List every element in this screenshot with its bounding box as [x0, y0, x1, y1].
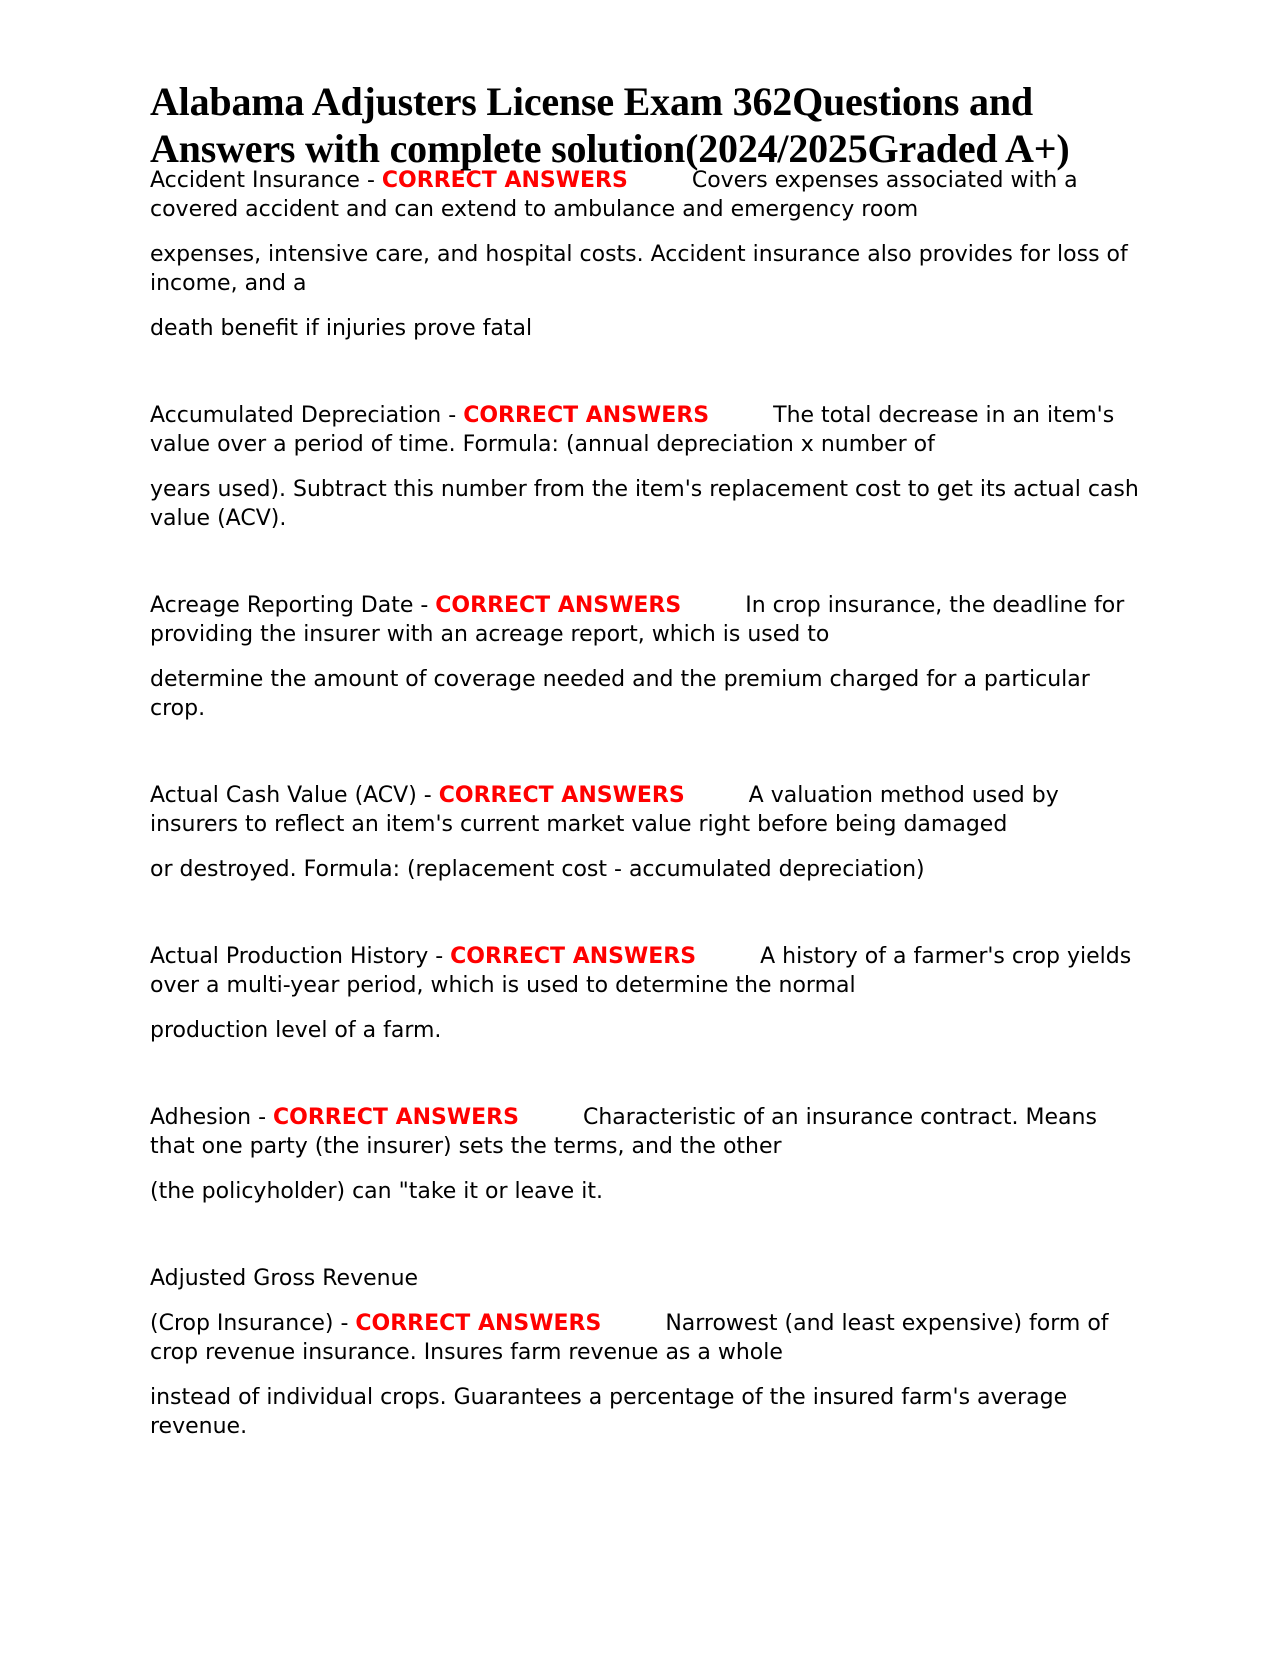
entry-paragraph [150, 1103, 1140, 1161]
entry-definition-line: Narrowest (and least expensive) form of crop revenue insurance. Insures farm revenue as a whole [150, 1311, 1109, 1365]
entry-definition-line: In crop insurance, the deadline for providing the insurer with an acreage report, which is used to [150, 593, 1125, 647]
glossary-entry [150, 942, 1140, 1045]
entry-definition-line: A valuation method used by insurers to reflect an item's current market value right before being damaged [150, 783, 1059, 837]
entry-term: Accumulated Depreciation - [150, 403, 464, 428]
glossary-entry [150, 166, 1140, 343]
entry-paragraph [150, 401, 1140, 459]
entry-definition-line: or destroyed. Formula: (replacement cost - accumulated depreciation) [150, 857, 925, 882]
document-title [150, 78, 1140, 172]
glossary-entry [150, 1103, 1140, 1206]
entry-term: Acreage Reporting Date - [150, 593, 436, 618]
correct-answers-label: CORRECT ANSWERS [450, 944, 697, 969]
entry-term: Actual Cash Value (ACV) - [150, 783, 439, 808]
entry-term: Accident Insurance - [150, 168, 382, 193]
entry-term: Actual Production History - [150, 944, 451, 969]
correct-answers-label: CORRECT ANSWERS [435, 593, 682, 618]
entry-definition-line: years used). Subtract this number from the item's replacement cost to get its actual cash value (ACV). [150, 477, 1139, 531]
entry-definition-line: determine the amount of coverage needed and the premium charged for a particular crop. [150, 667, 1090, 721]
correct-answers-label: CORRECT ANSWERS [273, 1105, 519, 1130]
correct-answers-label: CORRECT ANSWERS [438, 783, 685, 808]
correct-answers-label: CORRECT ANSWERS [381, 168, 628, 193]
entry-definition-line: production level of a farm. [150, 1018, 442, 1043]
entry-definition-line: death benefit if injuries prove fatal [150, 316, 533, 341]
entry-paragraph [150, 781, 1140, 839]
entry-term-line: Adjusted Gross Revenue [150, 1266, 419, 1291]
entry-paragraph [150, 591, 1140, 649]
glossary-entry [150, 781, 1140, 884]
document-page [150, 78, 1140, 1499]
entry-paragraph [150, 1309, 1140, 1367]
title-line-1: Alabama Adjusters License Exam 362Questions and [150, 79, 1033, 124]
correct-answers-label: CORRECT ANSWERS [463, 403, 710, 428]
entry-definition-line: Covers expenses associated with a covered accident and can extend to ambulance and emergency room [150, 168, 1078, 222]
entry-paragraph [150, 942, 1140, 1000]
entry-definition-line: The total decrease in an item's value over a period of time. Formula: (annual depreciation x number of [150, 403, 1115, 457]
glossary-entry [150, 401, 1140, 533]
entry-definition-line: A history of a farmer's crop yields over a multi-year period, which is used to determine the normal [150, 944, 1132, 998]
entry-definition-line: expenses, intensive care, and hospital costs. Accident insurance also provides for loss of income, and a [150, 242, 1128, 296]
entry-paragraph [150, 166, 1140, 224]
entry-definition-line: instead of individual crops. Guarantees a percentage of the insured farm's average revenue. [150, 1385, 1068, 1439]
entry-definition-line: Characteristic of an insurance contract. Means that one party (the insurer) sets the terms, and the other [150, 1105, 1097, 1159]
entry-definition-line: (the policyholder) can "take it or leave it. [150, 1179, 603, 1204]
glossary-entry [150, 591, 1140, 723]
glossary-entry [150, 1264, 1140, 1441]
correct-answers-label: CORRECT ANSWERS [355, 1311, 602, 1336]
title-line-2: Answers with complete solution(2024/2025Graded A+) [150, 126, 1070, 171]
entry-term: Adhesion - [150, 1105, 274, 1130]
entry-term: (Crop Insurance) - [150, 1311, 356, 1336]
